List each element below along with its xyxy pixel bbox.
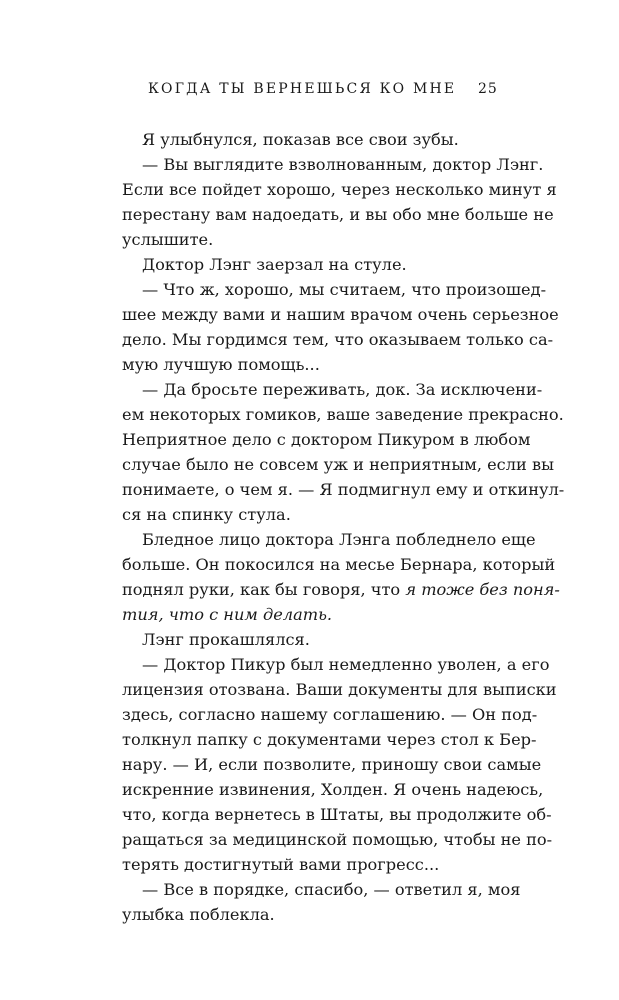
text-line: ращаться за медицинской помощью, чтобы не по- (122, 830, 553, 849)
text-line: искренние извинения, Холден. Я очень надеюсь, (122, 780, 544, 799)
text-line: Если все пойдет хорошо, через несколько минут я (122, 180, 557, 199)
text-line: мую лучшую помощь... (122, 355, 320, 374)
text-line: толкнул папку с документами через стол к Бер- (122, 730, 537, 749)
text-line: больше. Он покосился на месье Бернара, который (122, 555, 556, 574)
text-line: Доктор Лэнг заерзал на стуле. (142, 255, 407, 274)
text-line: шее между вами и нашим врачом очень серьезное (122, 305, 559, 324)
text-line: ся на спинку стула. (122, 505, 291, 524)
text-line: перестану вам надоедать, и вы обо мне больше не (122, 205, 554, 224)
page-number: 25 (478, 81, 498, 97)
text-line (122, 578, 560, 602)
text-line: Лэнг прокашлялся. (142, 630, 310, 649)
text-line: случае было не совсем уж и неприятным, если вы (122, 455, 554, 474)
text-line: услышите. (122, 230, 214, 249)
text-line: лицензия отозвана. Ваши документы для выписки (122, 680, 557, 699)
text-line: Бледное лицо доктора Лэнга побледнело еще (142, 530, 536, 549)
text-line: тия, что с ним делать. (122, 605, 333, 624)
text-line: — Что ж, хорошо, мы считаем, что произошед- (142, 280, 547, 299)
text-line: здесь, согласно нашему соглашению. — Он под- (122, 705, 538, 724)
text-segment: поднял руки, как бы говоря, что (122, 580, 406, 599)
text-line: нару. — И, если позволите, приношу свои самые (122, 755, 542, 774)
italic-text-segment: я тоже без поня- (405, 580, 560, 599)
text-line: — Да бросьте переживать, док. За исключени- (142, 380, 543, 399)
text-line: дело. Мы гордимся тем, что оказываем только са- (122, 330, 554, 349)
text-line: — Доктор Пикур был немедленно уволен, а его (142, 655, 550, 674)
text-line: Неприятное дело с доктором Пикуром в любом (122, 430, 531, 449)
text-line: понимаете, о чем я. — Я подмигнул ему и откинул- (122, 480, 565, 499)
text-line: — Все в порядке, спасибо, — ответил я, моя (142, 880, 521, 899)
running-header-title: КОГДА ТЫ ВЕРНЕШЬСЯ КО МНЕ (148, 81, 457, 97)
text-line: Я улыбнулся, показав все свои зубы. (142, 130, 459, 149)
text-line: ем некоторых гомиков, ваше заведение прекрасно. (122, 405, 564, 424)
text-line: что, когда вернетесь в Штаты, вы продолжите об- (122, 805, 552, 824)
text-line: — Вы выглядите взволнованным, доктор Лэнг. (142, 155, 544, 174)
text-line: терять достигнутый вами прогресс... (122, 855, 440, 874)
text-line: улыбка поблекла. (122, 905, 275, 924)
